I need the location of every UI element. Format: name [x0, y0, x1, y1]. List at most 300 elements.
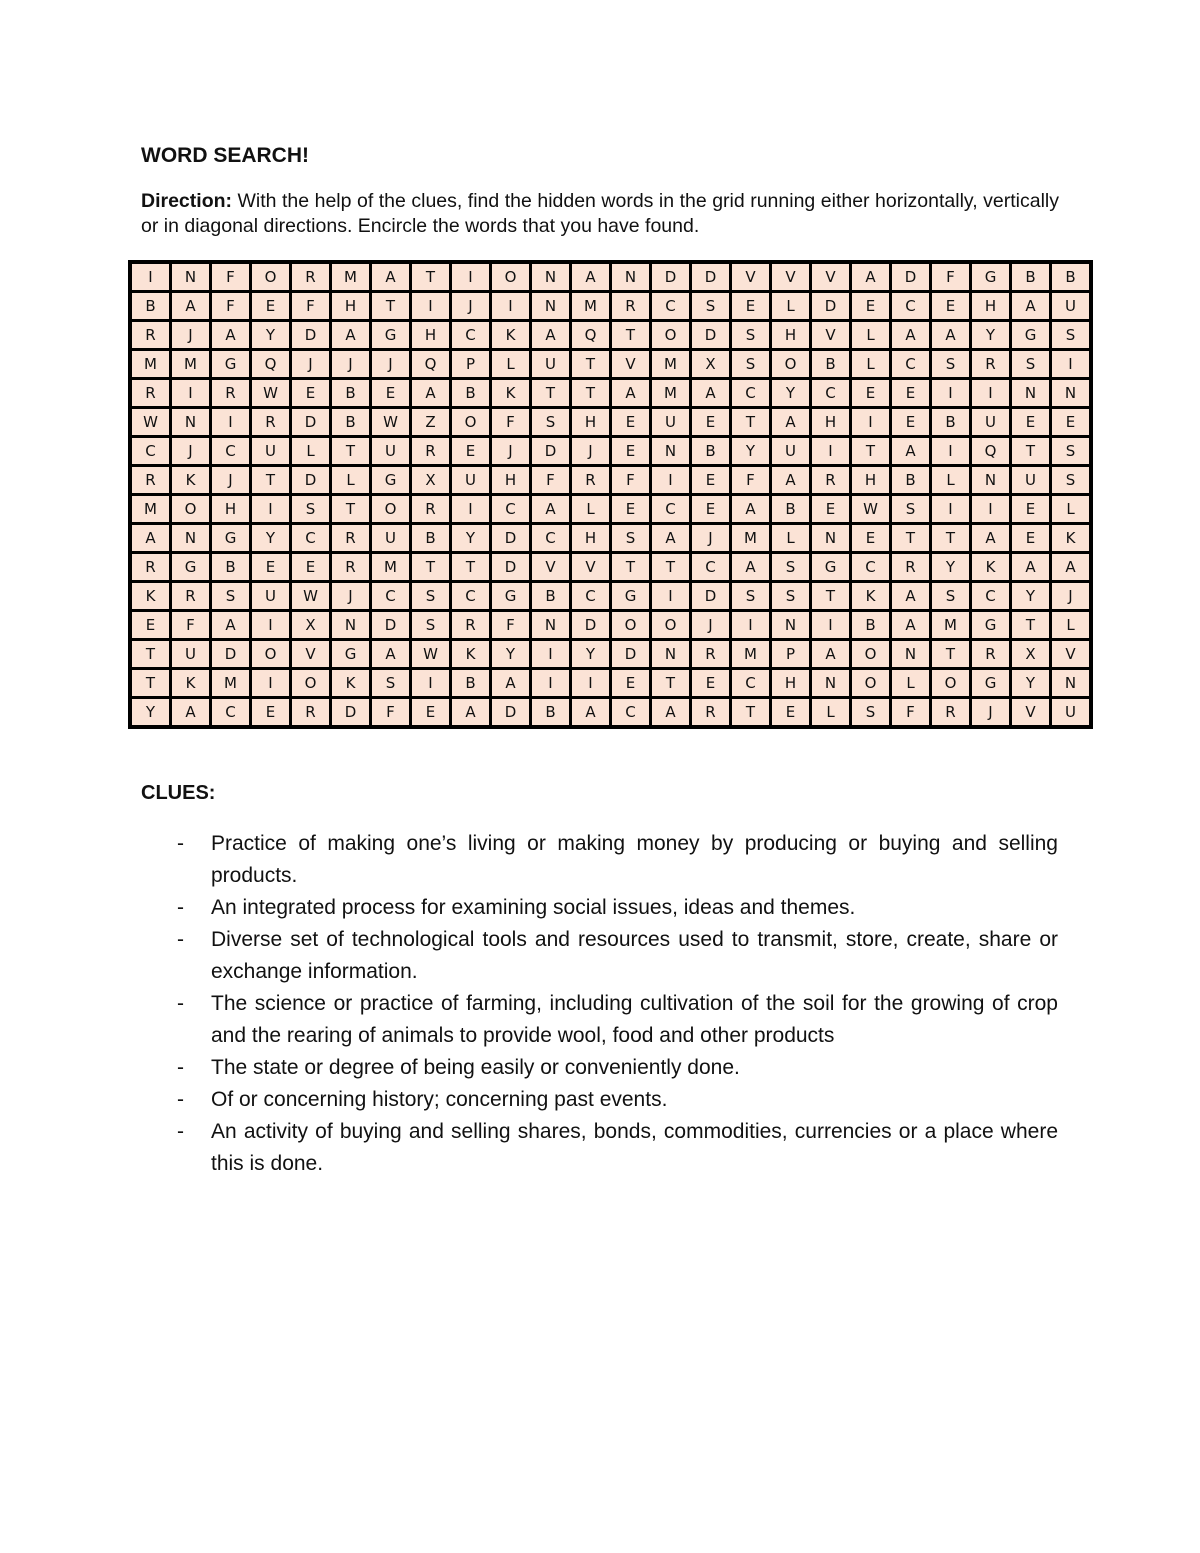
grid-cell[interactable]: E: [891, 379, 931, 408]
grid-cell[interactable]: I: [651, 582, 691, 611]
grid-cell[interactable]: E: [891, 408, 931, 437]
grid-cell[interactable]: J: [1051, 582, 1092, 611]
grid-cell[interactable]: N: [531, 262, 571, 292]
grid-cell[interactable]: K: [130, 582, 171, 611]
grid-cell[interactable]: P: [771, 640, 811, 669]
grid-cell[interactable]: C: [651, 292, 691, 321]
grid-cell[interactable]: C: [731, 669, 771, 698]
grid-cell[interactable]: D: [811, 292, 851, 321]
grid-cell[interactable]: A: [571, 262, 611, 292]
grid-cell[interactable]: F: [211, 292, 251, 321]
grid-cell[interactable]: E: [611, 669, 651, 698]
grid-cell[interactable]: D: [211, 640, 251, 669]
grid-cell[interactable]: N: [651, 437, 691, 466]
grid-cell[interactable]: A: [931, 321, 971, 350]
grid-cell[interactable]: J: [171, 437, 211, 466]
grid-cell[interactable]: F: [491, 408, 531, 437]
grid-cell[interactable]: B: [411, 524, 451, 553]
grid-cell[interactable]: S: [771, 582, 811, 611]
grid-cell[interactable]: A: [411, 379, 451, 408]
grid-cell[interactable]: R: [130, 553, 171, 582]
grid-cell[interactable]: C: [651, 495, 691, 524]
grid-cell[interactable]: N: [1051, 379, 1092, 408]
grid-cell[interactable]: N: [1051, 669, 1092, 698]
grid-cell[interactable]: A: [171, 292, 211, 321]
grid-cell[interactable]: U: [251, 437, 291, 466]
grid-cell[interactable]: R: [891, 553, 931, 582]
grid-cell[interactable]: A: [651, 524, 691, 553]
grid-cell[interactable]: T: [811, 582, 851, 611]
grid-cell[interactable]: Q: [411, 350, 451, 379]
grid-cell[interactable]: N: [331, 611, 371, 640]
grid-cell[interactable]: Q: [571, 321, 611, 350]
grid-cell[interactable]: U: [371, 524, 411, 553]
grid-cell[interactable]: I: [251, 669, 291, 698]
grid-cell[interactable]: V: [1051, 640, 1092, 669]
grid-cell[interactable]: A: [1051, 553, 1092, 582]
grid-cell[interactable]: Q: [251, 350, 291, 379]
grid-cell[interactable]: O: [851, 669, 891, 698]
grid-cell[interactable]: B: [931, 408, 971, 437]
grid-cell[interactable]: N: [171, 524, 211, 553]
grid-cell[interactable]: A: [171, 698, 211, 728]
grid-cell[interactable]: J: [691, 611, 731, 640]
grid-cell[interactable]: I: [251, 611, 291, 640]
grid-cell[interactable]: Y: [451, 524, 491, 553]
grid-cell[interactable]: A: [531, 321, 571, 350]
grid-cell[interactable]: L: [771, 524, 811, 553]
grid-cell[interactable]: C: [531, 524, 571, 553]
grid-cell[interactable]: S: [1051, 437, 1092, 466]
grid-cell[interactable]: E: [931, 292, 971, 321]
grid-cell[interactable]: S: [411, 611, 451, 640]
grid-cell[interactable]: J: [371, 350, 411, 379]
grid-cell[interactable]: A: [371, 640, 411, 669]
grid-cell[interactable]: I: [451, 262, 491, 292]
grid-cell[interactable]: V: [291, 640, 331, 669]
grid-cell[interactable]: V: [1011, 698, 1051, 728]
grid-cell[interactable]: S: [851, 698, 891, 728]
grid-cell[interactable]: W: [371, 408, 411, 437]
grid-cell[interactable]: R: [451, 611, 491, 640]
grid-cell[interactable]: A: [731, 553, 771, 582]
grid-cell[interactable]: M: [371, 553, 411, 582]
grid-cell[interactable]: C: [491, 495, 531, 524]
grid-cell[interactable]: A: [891, 321, 931, 350]
grid-cell[interactable]: E: [731, 292, 771, 321]
grid-cell[interactable]: U: [1051, 292, 1092, 321]
grid-cell[interactable]: R: [130, 321, 171, 350]
grid-cell[interactable]: G: [211, 524, 251, 553]
grid-cell[interactable]: I: [171, 379, 211, 408]
grid-cell[interactable]: G: [971, 669, 1011, 698]
grid-cell[interactable]: D: [531, 437, 571, 466]
grid-cell[interactable]: R: [411, 437, 451, 466]
grid-cell[interactable]: J: [491, 437, 531, 466]
grid-cell[interactable]: J: [331, 582, 371, 611]
grid-cell[interactable]: S: [1011, 350, 1051, 379]
grid-cell[interactable]: E: [1011, 495, 1051, 524]
grid-cell[interactable]: N: [651, 640, 691, 669]
grid-cell[interactable]: K: [851, 582, 891, 611]
grid-cell[interactable]: R: [691, 698, 731, 728]
grid-cell[interactable]: I: [130, 262, 171, 292]
grid-cell[interactable]: D: [491, 553, 531, 582]
grid-cell[interactable]: O: [291, 669, 331, 698]
grid-cell[interactable]: L: [771, 292, 811, 321]
grid-cell[interactable]: V: [811, 321, 851, 350]
grid-cell[interactable]: X: [691, 350, 731, 379]
grid-cell[interactable]: T: [731, 408, 771, 437]
grid-cell[interactable]: C: [891, 350, 931, 379]
grid-cell[interactable]: A: [331, 321, 371, 350]
grid-cell[interactable]: A: [851, 262, 891, 292]
grid-cell[interactable]: I: [251, 495, 291, 524]
grid-cell[interactable]: D: [371, 611, 411, 640]
grid-cell[interactable]: D: [291, 408, 331, 437]
grid-cell[interactable]: S: [891, 495, 931, 524]
grid-cell[interactable]: G: [171, 553, 211, 582]
grid-cell[interactable]: A: [571, 698, 611, 728]
grid-cell[interactable]: I: [491, 292, 531, 321]
grid-cell[interactable]: W: [251, 379, 291, 408]
grid-cell[interactable]: D: [611, 640, 651, 669]
grid-cell[interactable]: L: [1051, 611, 1092, 640]
grid-cell[interactable]: M: [731, 640, 771, 669]
grid-cell[interactable]: S: [371, 669, 411, 698]
grid-cell[interactable]: E: [251, 698, 291, 728]
grid-cell[interactable]: C: [130, 437, 171, 466]
grid-cell[interactable]: T: [611, 553, 651, 582]
grid-cell[interactable]: U: [1011, 466, 1051, 495]
grid-cell[interactable]: A: [211, 611, 251, 640]
grid-cell[interactable]: M: [331, 262, 371, 292]
grid-cell[interactable]: V: [571, 553, 611, 582]
grid-cell[interactable]: E: [611, 495, 651, 524]
grid-cell[interactable]: G: [371, 321, 411, 350]
grid-cell[interactable]: E: [691, 408, 731, 437]
grid-cell[interactable]: Y: [971, 321, 1011, 350]
grid-cell[interactable]: C: [571, 582, 611, 611]
grid-cell[interactable]: I: [931, 495, 971, 524]
grid-cell[interactable]: C: [971, 582, 1011, 611]
grid-cell[interactable]: I: [811, 437, 851, 466]
grid-cell[interactable]: L: [491, 350, 531, 379]
grid-cell[interactable]: O: [611, 611, 651, 640]
grid-cell[interactable]: T: [331, 495, 371, 524]
grid-cell[interactable]: N: [891, 640, 931, 669]
grid-cell[interactable]: Y: [1011, 582, 1051, 611]
grid-cell[interactable]: D: [691, 321, 731, 350]
grid-cell[interactable]: A: [491, 669, 531, 698]
grid-cell[interactable]: G: [211, 350, 251, 379]
grid-cell[interactable]: Y: [731, 437, 771, 466]
grid-cell[interactable]: O: [491, 262, 531, 292]
grid-cell[interactable]: Y: [251, 524, 291, 553]
grid-cell[interactable]: B: [451, 669, 491, 698]
grid-cell[interactable]: F: [611, 466, 651, 495]
grid-cell[interactable]: H: [571, 524, 611, 553]
grid-cell[interactable]: R: [931, 698, 971, 728]
grid-cell[interactable]: B: [811, 350, 851, 379]
grid-cell[interactable]: T: [331, 437, 371, 466]
grid-cell[interactable]: S: [931, 350, 971, 379]
grid-cell[interactable]: Y: [931, 553, 971, 582]
grid-cell[interactable]: D: [291, 466, 331, 495]
grid-cell[interactable]: T: [651, 553, 691, 582]
grid-cell[interactable]: W: [411, 640, 451, 669]
grid-cell[interactable]: G: [371, 466, 411, 495]
grid-cell[interactable]: B: [1011, 262, 1051, 292]
grid-cell[interactable]: T: [571, 350, 611, 379]
grid-cell[interactable]: R: [811, 466, 851, 495]
grid-cell[interactable]: W: [130, 408, 171, 437]
grid-cell[interactable]: J: [571, 437, 611, 466]
grid-cell[interactable]: E: [811, 495, 851, 524]
grid-cell[interactable]: N: [171, 408, 211, 437]
grid-cell[interactable]: A: [771, 466, 811, 495]
grid-cell[interactable]: G: [971, 611, 1011, 640]
grid-cell[interactable]: A: [891, 582, 931, 611]
grid-cell[interactable]: L: [851, 350, 891, 379]
grid-cell[interactable]: O: [451, 408, 491, 437]
grid-cell[interactable]: N: [611, 262, 651, 292]
grid-cell[interactable]: C: [371, 582, 411, 611]
grid-cell[interactable]: C: [211, 437, 251, 466]
grid-cell[interactable]: V: [771, 262, 811, 292]
grid-cell[interactable]: M: [571, 292, 611, 321]
grid-cell[interactable]: V: [531, 553, 571, 582]
grid-cell[interactable]: E: [291, 553, 331, 582]
grid-cell[interactable]: B: [531, 698, 571, 728]
grid-cell[interactable]: F: [531, 466, 571, 495]
grid-cell[interactable]: B: [331, 379, 371, 408]
grid-cell[interactable]: L: [851, 321, 891, 350]
grid-cell[interactable]: E: [851, 524, 891, 553]
grid-cell[interactable]: T: [130, 669, 171, 698]
grid-cell[interactable]: E: [411, 698, 451, 728]
grid-cell[interactable]: I: [531, 669, 571, 698]
grid-cell[interactable]: I: [731, 611, 771, 640]
grid-cell[interactable]: E: [691, 669, 731, 698]
grid-cell[interactable]: J: [691, 524, 731, 553]
grid-cell[interactable]: O: [371, 495, 411, 524]
grid-cell[interactable]: N: [811, 669, 851, 698]
grid-cell[interactable]: O: [171, 495, 211, 524]
grid-cell[interactable]: A: [1011, 292, 1051, 321]
grid-cell[interactable]: C: [611, 698, 651, 728]
grid-cell[interactable]: F: [731, 466, 771, 495]
grid-cell[interactable]: A: [211, 321, 251, 350]
grid-cell[interactable]: M: [651, 379, 691, 408]
grid-cell[interactable]: M: [211, 669, 251, 698]
grid-cell[interactable]: I: [931, 437, 971, 466]
grid-cell[interactable]: A: [651, 698, 691, 728]
grid-cell[interactable]: H: [971, 292, 1011, 321]
grid-cell[interactable]: E: [691, 495, 731, 524]
grid-cell[interactable]: F: [371, 698, 411, 728]
grid-cell[interactable]: T: [931, 524, 971, 553]
grid-cell[interactable]: V: [811, 262, 851, 292]
grid-cell[interactable]: I: [971, 379, 1011, 408]
grid-cell[interactable]: J: [211, 466, 251, 495]
grid-cell[interactable]: K: [491, 379, 531, 408]
grid-cell[interactable]: Y: [491, 640, 531, 669]
grid-cell[interactable]: J: [331, 350, 371, 379]
grid-cell[interactable]: A: [531, 495, 571, 524]
grid-cell[interactable]: X: [291, 611, 331, 640]
grid-cell[interactable]: R: [251, 408, 291, 437]
grid-cell[interactable]: K: [331, 669, 371, 698]
grid-cell[interactable]: S: [691, 292, 731, 321]
grid-cell[interactable]: R: [130, 379, 171, 408]
grid-cell[interactable]: B: [891, 466, 931, 495]
grid-cell[interactable]: K: [451, 640, 491, 669]
grid-cell[interactable]: K: [171, 466, 211, 495]
grid-cell[interactable]: R: [171, 582, 211, 611]
grid-cell[interactable]: E: [851, 379, 891, 408]
grid-cell[interactable]: V: [611, 350, 651, 379]
grid-cell[interactable]: A: [130, 524, 171, 553]
grid-cell[interactable]: E: [371, 379, 411, 408]
grid-cell[interactable]: I: [851, 408, 891, 437]
grid-cell[interactable]: D: [491, 698, 531, 728]
grid-cell[interactable]: G: [811, 553, 851, 582]
grid-cell[interactable]: N: [531, 292, 571, 321]
grid-cell[interactable]: A: [891, 611, 931, 640]
grid-cell[interactable]: G: [1011, 321, 1051, 350]
grid-cell[interactable]: A: [771, 408, 811, 437]
grid-cell[interactable]: F: [171, 611, 211, 640]
grid-cell[interactable]: Y: [130, 698, 171, 728]
grid-cell[interactable]: U: [531, 350, 571, 379]
grid-cell[interactable]: R: [571, 466, 611, 495]
grid-cell[interactable]: T: [130, 640, 171, 669]
grid-cell[interactable]: U: [251, 582, 291, 611]
grid-cell[interactable]: A: [891, 437, 931, 466]
grid-cell[interactable]: U: [371, 437, 411, 466]
grid-cell[interactable]: D: [331, 698, 371, 728]
grid-cell[interactable]: C: [691, 553, 731, 582]
grid-cell[interactable]: T: [731, 698, 771, 728]
grid-cell[interactable]: E: [1051, 408, 1092, 437]
grid-cell[interactable]: T: [531, 379, 571, 408]
grid-cell[interactable]: R: [291, 698, 331, 728]
grid-cell[interactable]: I: [811, 611, 851, 640]
grid-cell[interactable]: R: [411, 495, 451, 524]
grid-cell[interactable]: B: [1051, 262, 1092, 292]
grid-cell[interactable]: J: [971, 698, 1011, 728]
grid-cell[interactable]: U: [1051, 698, 1092, 728]
grid-cell[interactable]: B: [531, 582, 571, 611]
grid-cell[interactable]: K: [1051, 524, 1092, 553]
grid-cell[interactable]: A: [611, 379, 651, 408]
grid-cell[interactable]: E: [691, 466, 731, 495]
grid-cell[interactable]: H: [811, 408, 851, 437]
grid-cell[interactable]: U: [451, 466, 491, 495]
grid-cell[interactable]: H: [211, 495, 251, 524]
grid-cell[interactable]: F: [931, 262, 971, 292]
grid-cell[interactable]: A: [691, 379, 731, 408]
grid-cell[interactable]: Q: [971, 437, 1011, 466]
grid-cell[interactable]: E: [251, 553, 291, 582]
grid-cell[interactable]: H: [571, 408, 611, 437]
grid-cell[interactable]: H: [771, 321, 811, 350]
grid-cell[interactable]: I: [651, 466, 691, 495]
grid-cell[interactable]: N: [771, 611, 811, 640]
grid-cell[interactable]: L: [811, 698, 851, 728]
grid-cell[interactable]: S: [1051, 466, 1092, 495]
grid-cell[interactable]: H: [331, 292, 371, 321]
grid-cell[interactable]: E: [771, 698, 811, 728]
grid-cell[interactable]: F: [891, 698, 931, 728]
grid-cell[interactable]: N: [971, 466, 1011, 495]
grid-cell[interactable]: A: [731, 495, 771, 524]
grid-cell[interactable]: D: [291, 321, 331, 350]
grid-cell[interactable]: C: [731, 379, 771, 408]
grid-cell[interactable]: L: [931, 466, 971, 495]
grid-cell[interactable]: X: [411, 466, 451, 495]
grid-cell[interactable]: I: [451, 495, 491, 524]
grid-cell[interactable]: T: [451, 553, 491, 582]
grid-cell[interactable]: A: [371, 262, 411, 292]
grid-cell[interactable]: S: [731, 350, 771, 379]
grid-cell[interactable]: M: [651, 350, 691, 379]
grid-cell[interactable]: G: [491, 582, 531, 611]
grid-cell[interactable]: M: [931, 611, 971, 640]
grid-cell[interactable]: T: [651, 669, 691, 698]
grid-cell[interactable]: O: [931, 669, 971, 698]
grid-cell[interactable]: R: [291, 262, 331, 292]
grid-cell[interactable]: S: [731, 321, 771, 350]
grid-cell[interactable]: C: [211, 698, 251, 728]
grid-cell[interactable]: S: [731, 582, 771, 611]
grid-cell[interactable]: C: [451, 582, 491, 611]
grid-cell[interactable]: I: [1051, 350, 1092, 379]
grid-cell[interactable]: R: [331, 524, 371, 553]
grid-cell[interactable]: Y: [1011, 669, 1051, 698]
grid-cell[interactable]: E: [251, 292, 291, 321]
grid-cell[interactable]: W: [851, 495, 891, 524]
grid-cell[interactable]: O: [851, 640, 891, 669]
grid-cell[interactable]: J: [291, 350, 331, 379]
grid-cell[interactable]: E: [611, 437, 651, 466]
grid-cell[interactable]: L: [291, 437, 331, 466]
grid-cell[interactable]: C: [291, 524, 331, 553]
grid-cell[interactable]: U: [771, 437, 811, 466]
grid-cell[interactable]: B: [691, 437, 731, 466]
grid-cell[interactable]: S: [531, 408, 571, 437]
grid-cell[interactable]: A: [1011, 553, 1051, 582]
grid-cell[interactable]: O: [771, 350, 811, 379]
grid-cell[interactable]: N: [171, 262, 211, 292]
grid-cell[interactable]: K: [491, 321, 531, 350]
grid-cell[interactable]: T: [931, 640, 971, 669]
grid-cell[interactable]: K: [171, 669, 211, 698]
grid-cell[interactable]: E: [611, 408, 651, 437]
grid-cell[interactable]: B: [451, 379, 491, 408]
grid-cell[interactable]: E: [291, 379, 331, 408]
grid-cell[interactable]: C: [811, 379, 851, 408]
grid-cell[interactable]: R: [971, 350, 1011, 379]
grid-cell[interactable]: O: [651, 611, 691, 640]
grid-cell[interactable]: T: [411, 553, 451, 582]
grid-cell[interactable]: H: [491, 466, 531, 495]
grid-cell[interactable]: R: [331, 553, 371, 582]
grid-cell[interactable]: M: [171, 350, 211, 379]
grid-cell[interactable]: A: [451, 698, 491, 728]
grid-cell[interactable]: J: [451, 292, 491, 321]
